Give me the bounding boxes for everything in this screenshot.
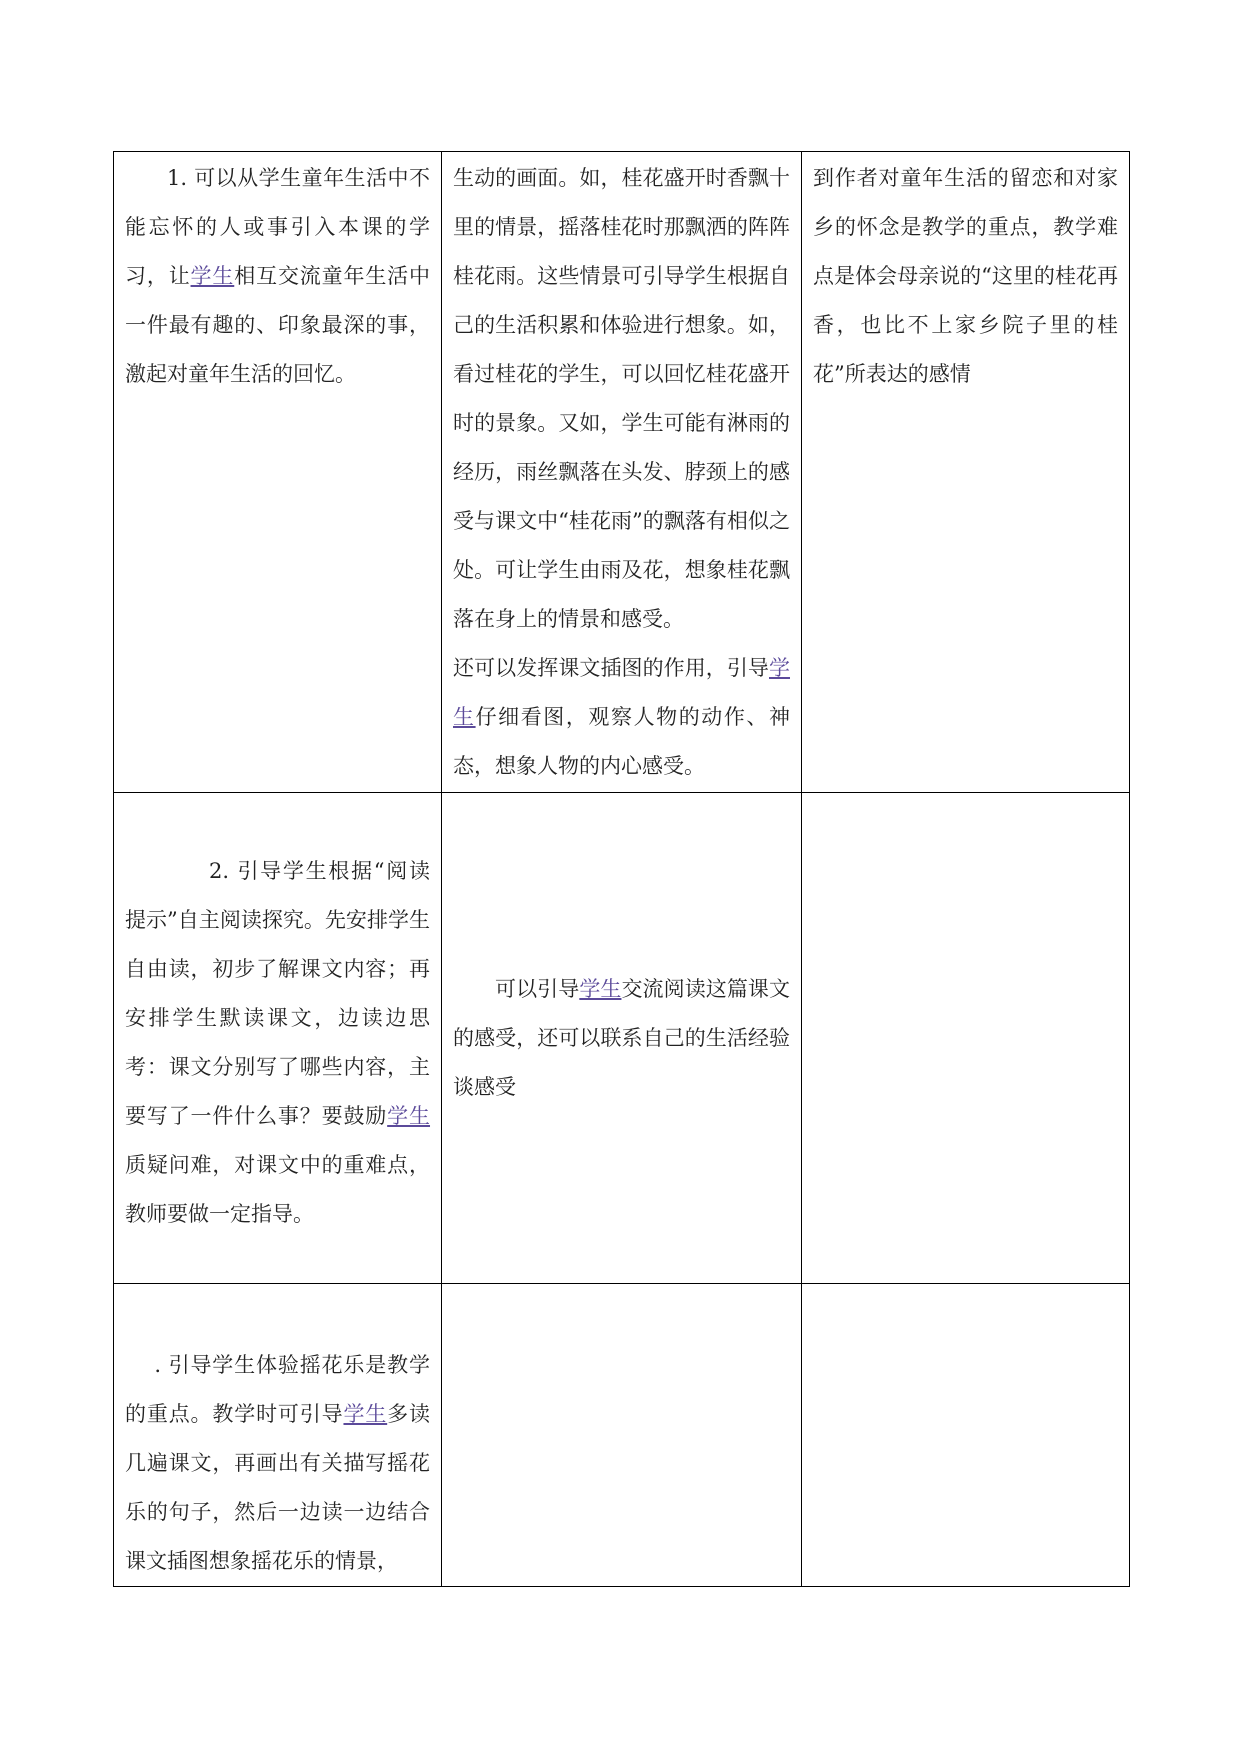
table-cell-r2-c1: [114, 793, 442, 1284]
table-cell-r3-c3: [802, 1284, 1130, 1587]
table-row: [114, 1284, 1130, 1587]
table-cell-r3-c2: [442, 1284, 802, 1587]
student-link[interactable]: 学生: [190, 264, 235, 288]
student-link[interactable]: 学生: [579, 976, 622, 1001]
student-link[interactable]: 学生: [453, 656, 790, 729]
table-cell-r1-c3: [802, 152, 1130, 793]
cell-text: 仔细看图，观察人物的动作、神态，想象人物的内心感受。: [453, 705, 791, 778]
cell-paragraph: [125, 847, 430, 1239]
cell-text: 还可以发挥课文插图的作用，引导: [453, 656, 769, 680]
cell-text: 可以引导: [495, 976, 580, 1001]
cell-paragraph: 生动的画面。如，桂花盛开时香飘十里的情景，摇落桂花时那飘洒的阵阵桂花雨。这些情景可引导学生根据自己的生活积累和体验进行想象。如，看过桂花的学生，可以回忆桂花盛开时的景象。又如，学生可能有淋雨的经历，雨丝飘落在头发、脖颈上的感受与课文中“桂花雨”的飘落有相似之处。可让学生由雨及花，想象桂花飘落在身上的情景和感受。: [453, 166, 790, 631]
cell-text: 多读几遍课文，再画出有关描写摇花乐的句子，然后一边读一边结合课文插图想象摇花乐的情景，: [125, 1402, 431, 1573]
cell-paragraph: [453, 644, 790, 791]
table-cell-r1-c1: [114, 152, 442, 793]
table-row: [114, 152, 1130, 793]
cell-text: 相互交流童年生活中一件最有趣的、印象最深的事，激起对童年生活的回忆。: [125, 264, 431, 386]
cell-text: 1. 可以从学生童年生活中不能忘怀的人或事引入本课的学习，让: [125, 166, 430, 288]
cell-paragraph: [125, 154, 430, 399]
cell-paragraph: [125, 1341, 430, 1586]
cell-text: 2. 引导学生根据“阅读提示”自主阅读探究。先安排学生自由读，初步了解课文内容；再安排学生默读课文，边读边思考：课文分别写了哪些内容，主要写了一件什么事？要鼓励: [125, 859, 430, 1128]
table-row: [114, 793, 1130, 1284]
cell-text: . 引导学生体验摇花乐是教学的重点。教学时可引导: [125, 1353, 430, 1426]
student-link[interactable]: 学生: [343, 1402, 388, 1426]
table-cell-r3-c1: [114, 1284, 442, 1587]
table-cell-r2-c2: [442, 793, 802, 1284]
cell-paragraph: [453, 965, 790, 1112]
table-cell-r1-c2: [442, 152, 802, 793]
cell-text: 质疑问难，对课文中的重难点，教师要做一定指导。: [125, 1153, 430, 1226]
lesson-plan-table: [113, 151, 1130, 1587]
table-cell-r2-c3: [802, 793, 1130, 1284]
student-link[interactable]: 学生: [387, 1104, 431, 1128]
cell-text: 交流阅读这篇课文的感受，还可以联系自己的生活经验谈感受: [453, 976, 791, 1099]
cell-paragraph: 到作者对童年生活的留恋和对家乡的怀念是教学的重点，教学难点是体会母亲说的“这里的桂花再香，也比不上家乡院子里的桂花”所表达的感情: [813, 166, 1118, 386]
